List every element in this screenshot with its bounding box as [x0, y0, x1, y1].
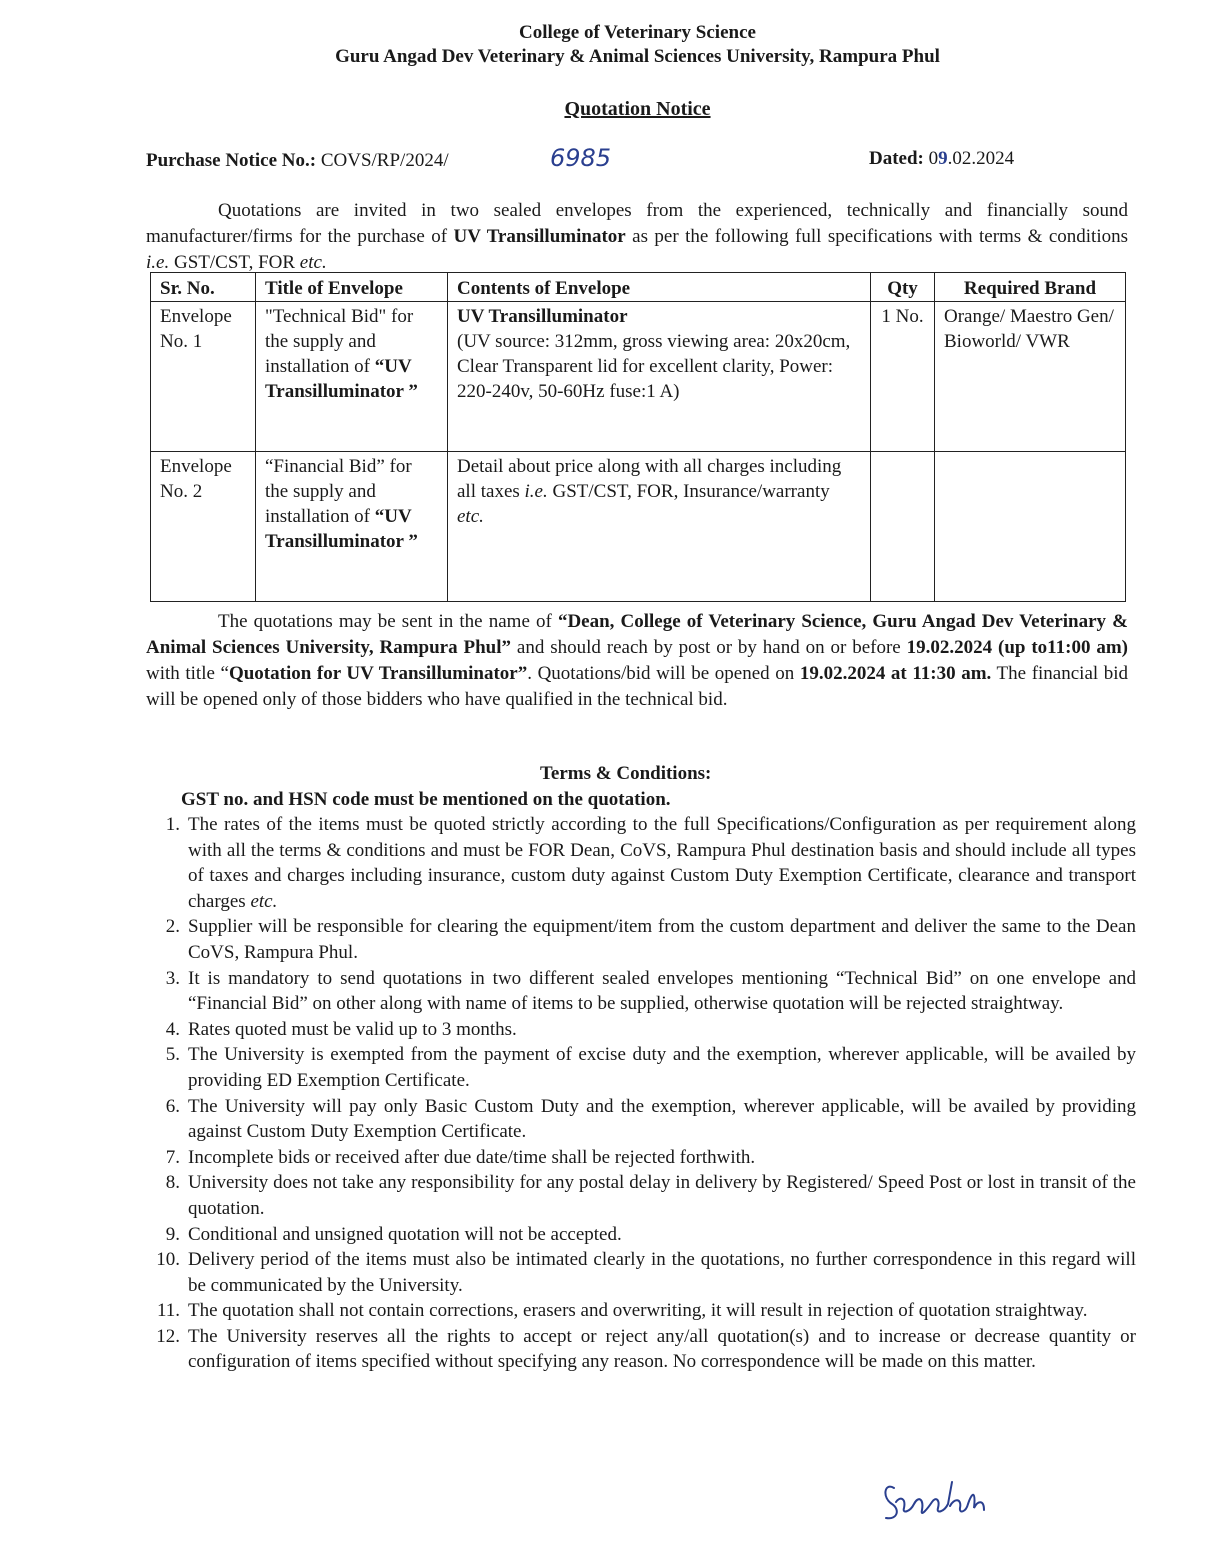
submission-text: . Quotations/bid will be opened on: [527, 663, 800, 684]
notice-title: Quotation Notice: [564, 98, 711, 120]
col-header-sr: Sr. No.: [151, 273, 256, 302]
terms-item: [146, 1017, 1136, 1043]
envelope-contents: [448, 452, 871, 602]
signature: [880, 1468, 1000, 1528]
terms-item-number: 12.: [156, 1325, 180, 1347]
terms-item: [146, 812, 1136, 914]
col-header-brand: Required Brand: [935, 273, 1126, 302]
terms-item: [146, 1042, 1136, 1093]
date-handwritten-digit: 9: [938, 148, 948, 169]
intro-item: UV Transilluminator: [453, 226, 626, 247]
col-header-qty: Qty: [871, 273, 935, 302]
envelope-title: [256, 302, 448, 452]
terms-item-text: Incomplete bids or received after due date/time shall be rejected forthwith.: [188, 1146, 756, 1168]
college-name: College of Veterinary Science: [519, 22, 756, 43]
envelope-title-text: "Technical Bid" for the supply and installation of: [265, 306, 414, 377]
table-row: [151, 302, 1126, 452]
envelope-brand: Orange/ Maestro Gen/ Bioworld/ VWR: [935, 302, 1126, 452]
envelope-brand: [935, 452, 1126, 602]
handwritten-notice-number: 6985: [550, 144, 612, 172]
table-row: [151, 452, 1126, 602]
terms-item-text: The rates of the items must be quoted strictly according to the full Specifications/Configuration as per requirement along with all the terms & conditions and must be FOR Dean, CoVS, Rampura Phul destination basis and should include all types of taxes and charges including insurance, custom duty against Custom Duty Exemption Certificate, clearance and transport charges: [188, 814, 1136, 912]
terms-item: [146, 966, 1136, 1017]
terms-item-number: 1.: [165, 814, 180, 835]
col-header-contents: Contents of Envelope: [448, 273, 871, 302]
terms-item-text: The University reserves all the rights to accept or reject any/all quotation(s) and to increase or decrease quantity or configuration of items specified without specifying any reason. No correspondence will be made on this matter.: [188, 1325, 1136, 1373]
intro-text-1: Quotations are invited in two sealed envelopes from the experienced, technically and financially sound manufacturer/firms for the purchase of: [146, 200, 1128, 247]
terms-item: [146, 1094, 1136, 1145]
dated-label: Dated:: [869, 148, 924, 169]
terms-item-text: Conditional and unsigned quotation will not be accepted.: [188, 1223, 622, 1245]
terms-item-number: 3.: [165, 967, 180, 989]
deadline: 19.02.2024 (up to11:00 am): [906, 637, 1128, 658]
contents-spec: (UV source: 312mm, gross viewing area: 20x20cm, Clear Transparent lid for excellent clarity, Power: 220-240v, 50-60Hz fuse:1 A): [457, 331, 851, 402]
date-suffix: .02.2024: [947, 148, 1015, 169]
terms-item-number: 5.: [165, 1044, 180, 1066]
terms-item-text: The quotation shall not contain corrections, erasers and overwriting, it will result in rejection of quotation straightway.: [188, 1300, 1088, 1322]
addressee: “Dean, College of Veterinary Science, Guru Angad Dev Veterinary & Animal Sciences University, Rampura Phul”: [146, 611, 1128, 658]
gst-note: GST no. and HSN code must be mentioned on the quotation.: [181, 789, 671, 810]
terms-item-text: The University is exempted from the payment of excise duty and the exemption, wherever applicable, will be availed by providing ED Exemption Certificate.: [188, 1044, 1136, 1091]
envelope-title: [256, 452, 448, 602]
envelope-table: [150, 272, 1126, 602]
terms-item: [146, 1324, 1136, 1375]
terms-item: [146, 1222, 1136, 1248]
purchase-notice-number: COVS/RP/2024/: [320, 150, 449, 171]
intro-paragraph: [146, 198, 1128, 276]
terms-item-number: 11.: [156, 1300, 180, 1322]
envelope-qty: 1 No.: [871, 302, 935, 452]
dated-line: [869, 148, 1014, 170]
submission-text: The quotations may be sent in the name of: [218, 611, 558, 632]
terms-item: [146, 1145, 1136, 1171]
terms-item-number: 9.: [165, 1223, 180, 1245]
envelope-subject: Quotation for UV Transilluminator”: [228, 663, 528, 684]
submission-text: The financial bid will be opened only of those bidders who have qualified in the technical bid.: [146, 663, 1129, 710]
purchase-notice-label: Purchase Notice No.:: [146, 150, 317, 171]
submission-paragraph: [146, 609, 1128, 713]
terms-item-number: 2.: [165, 916, 180, 938]
terms-item-number: 4.: [165, 1018, 180, 1040]
contents-item: UV Transilluminator: [457, 306, 628, 327]
date-prefix: 0: [928, 148, 939, 169]
envelope-sr: Envelope No. 2: [151, 452, 256, 602]
intro-text-3: GST/CST, FOR: [169, 252, 300, 273]
terms-item-number: 6.: [165, 1095, 180, 1117]
terms-list: [146, 812, 1136, 1375]
intro-ie: i.e.: [146, 252, 170, 273]
submission-text: and should reach by post or by hand on or before: [511, 637, 907, 658]
terms-item-etc: etc.: [250, 890, 278, 912]
university-name: Guru Angad Dev Veterinary & Animal Sciences University, Rampura Phul: [335, 46, 940, 67]
opening-time: 19.02.2024 at 11:30 am.: [799, 663, 992, 684]
contents-etc: etc.: [457, 506, 484, 527]
submission-text: with title “: [146, 663, 229, 684]
terms-item-text: Rates quoted must be valid up to 3 months.: [188, 1018, 517, 1040]
terms-item-number: 8.: [165, 1172, 180, 1194]
terms-item-text: It is mandatory to send quotations in two different sealed envelopes mentioning “Technical Bid” on one envelope and “Financial Bid” on other along with name of items to be supplied, otherwise quotation will be rejected straightway.: [188, 967, 1136, 1015]
intro-text-2: as per the following full specifications with terms & conditions: [625, 226, 1128, 247]
terms-item: [146, 1298, 1136, 1324]
envelope-title-item: “UV Transilluminator ”: [265, 506, 418, 552]
contents-ie: i.e.: [524, 481, 548, 502]
terms-item: [146, 1247, 1136, 1298]
envelope-contents: [448, 302, 871, 452]
col-header-title: Title of Envelope: [256, 273, 448, 302]
purchase-notice-line: [146, 150, 449, 172]
table-header-row: [151, 273, 1126, 302]
terms-heading: Terms & Conditions:: [540, 763, 712, 784]
terms-item: [146, 1170, 1136, 1221]
terms-item: [146, 914, 1136, 965]
terms-item-text: The University will pay only Basic Custom Duty and the exemption, wherever applicable, will be availed by providing against Custom Duty Exemption Certificate.: [188, 1095, 1136, 1143]
contents-text-1: Detail about price along with all charges including all taxes: [457, 456, 842, 502]
terms-item-text: Supplier will be responsible for clearing the equipment/item from the custom department and deliver the same to the Dean CoVS, Rampura Phul.: [188, 916, 1136, 963]
contents-text-2: GST/CST, FOR, Insurance/warranty: [547, 481, 830, 502]
terms-item-number: 7.: [165, 1146, 180, 1168]
envelope-sr: Envelope No. 1: [151, 302, 256, 452]
terms-item-number: 10.: [156, 1249, 180, 1271]
terms-item-text: University does not take any responsibility for any postal delay in delivery by Registered/ Speed Post or lost in transit of the quotation.: [188, 1172, 1136, 1219]
envelope-qty: [871, 452, 935, 602]
terms-item-text: Delivery period of the items must also be intimated clearly in the quotations, no further correspondence in this regard will be communicated by the University.: [188, 1249, 1136, 1296]
intro-etc: etc.: [299, 252, 327, 273]
envelope-title-text: “Financial Bid” for the supply and installation of: [265, 456, 412, 527]
envelope-title-item: “UV Transilluminator ”: [265, 356, 418, 402]
